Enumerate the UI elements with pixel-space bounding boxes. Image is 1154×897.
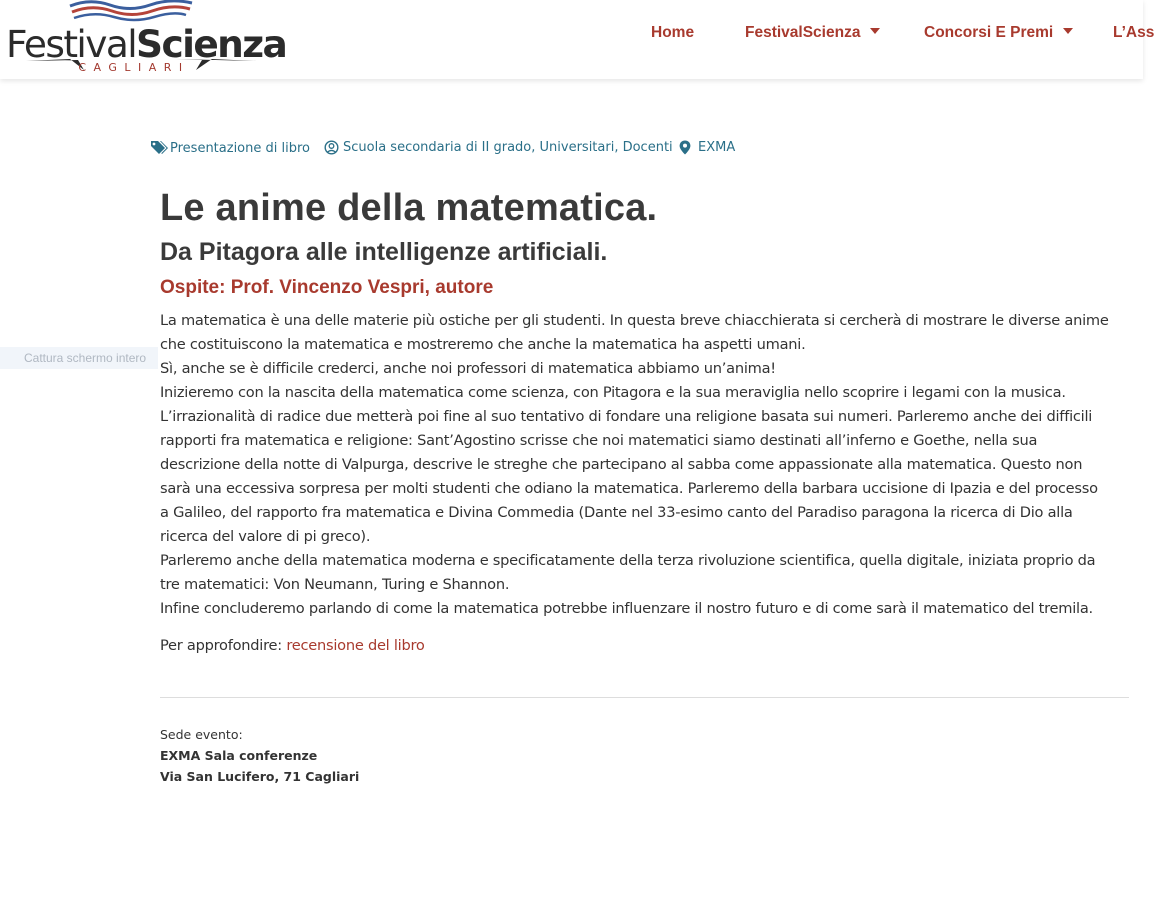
description-line: La matematica è una delle materie più ostiche per gli studenti. In questa breve chiacchierata si cercherà di mostrare le diverse anime bbox=[160, 312, 1109, 329]
caret-down-icon bbox=[870, 28, 880, 34]
book-review-link[interactable]: recensione del libro bbox=[286, 637, 425, 654]
nav-item-label: L’Ass bbox=[1113, 24, 1154, 41]
tags-icon bbox=[150, 140, 169, 156]
logo-waves-graphic bbox=[68, 0, 198, 24]
caret-down-icon bbox=[1063, 28, 1073, 34]
event-audience-label: Scuola secondaria di II grado, Universitari, Docenti bbox=[343, 140, 673, 155]
description-line: descrizione della notte di Valpurga, descrive le streghe che partecipano al sabba come appassionate alla matematica. Questo non bbox=[160, 456, 1083, 473]
description-line: L’irrazionalità di radice due metterà poi fine al suo tentativo di fondare una religione basata sui numeri. Parleremo anche dei difficili bbox=[160, 408, 1093, 425]
description-line: Parleremo anche della matematica moderna e specificatamente della terza rivoluzione scientifica, quella digitale, iniziata proprio da bbox=[160, 552, 1096, 569]
description-line: ricerca del valore di pi greco). bbox=[160, 528, 371, 545]
nav-item-concorsi-e-premi[interactable] bbox=[924, 24, 1073, 42]
description-line: Sì, anche se è difficile crederci, anche noi professori di matematica abbiamo un’anima! bbox=[160, 360, 776, 377]
further-reading bbox=[160, 634, 425, 658]
venue-address: Via San Lucifero, 71 Cagliari bbox=[160, 769, 360, 784]
event-description bbox=[160, 309, 1143, 621]
description-line: rapporti fra matematica e religione: Sant’Agostino scrisse che noi matematici siamo destinati all’inferno e Goethe, nella sua bbox=[160, 432, 1038, 449]
venue-name: EXMA Sala conferenze bbox=[160, 748, 318, 763]
site-header bbox=[0, 0, 1154, 79]
event-subtitle: Da Pitagora alle intelligenze artificiali. bbox=[160, 238, 608, 266]
logo-word-bold: Scienza bbox=[136, 22, 287, 66]
nav-item-label: Concorsi E Premi bbox=[924, 24, 1054, 41]
user-circle-icon bbox=[324, 140, 339, 155]
nav-item-label: FestivalScienza bbox=[745, 24, 861, 41]
nav-item-associazione[interactable] bbox=[1113, 24, 1154, 42]
screen-capture-tooltip: Cattura schermo intero bbox=[0, 347, 158, 369]
event-title: Le anime della matematica. bbox=[160, 187, 658, 229]
section-divider bbox=[160, 697, 1129, 698]
description-line: tre matematici: Von Neumann, Turing e Shannon. bbox=[160, 576, 510, 593]
venue-label: Sede evento: bbox=[160, 727, 243, 742]
description-line: sarà una eccessiva sorpresa per molti studenti che odiano la matematica. Parleremo della barbara uccisione di Ipazia e del processo bbox=[160, 480, 1098, 497]
logo-word-regular: Festival bbox=[6, 22, 137, 66]
event-location[interactable] bbox=[679, 140, 735, 155]
nav-item-label: Home bbox=[651, 24, 695, 41]
nav-item-home[interactable] bbox=[651, 24, 694, 42]
description-line: a Galileo, del rapporto fra matematica e Divina Commedia (Dante nel 33-esimo canto del Paradiso paragona la ricerca di Dio alla bbox=[160, 504, 1073, 521]
event-category[interactable] bbox=[150, 140, 310, 156]
event-guest: Ospite: Prof. Vincenzo Vespri, autore bbox=[160, 277, 494, 298]
event-location-label: EXMA bbox=[698, 140, 736, 155]
map-pin-icon bbox=[679, 140, 691, 155]
event-category-label: Presentazione di libro bbox=[170, 140, 310, 156]
further-reading-label: Per approfondire: bbox=[160, 637, 282, 654]
event-audience[interactable] bbox=[324, 140, 673, 155]
description-line: che costituiscono la matematica e mostreremo che anche la matematica ha aspetti umani. bbox=[160, 336, 806, 353]
description-line: Infine concluderemo parlando di come la matematica potrebbe influenzare il nostro futuro e di come sarà il matematico del tremila. bbox=[160, 600, 1093, 617]
festival-logo[interactable] bbox=[6, 0, 287, 78]
logo-city: CAGLIARI bbox=[78, 61, 190, 74]
description-line: Inizieremo con la nascita della matematica come scienza, con Pitagora e la sua meraviglia nello scoprire i legami con la musica. bbox=[160, 384, 1066, 401]
nav-item-festivalscienza[interactable] bbox=[745, 24, 880, 42]
event-venue bbox=[160, 724, 359, 787]
